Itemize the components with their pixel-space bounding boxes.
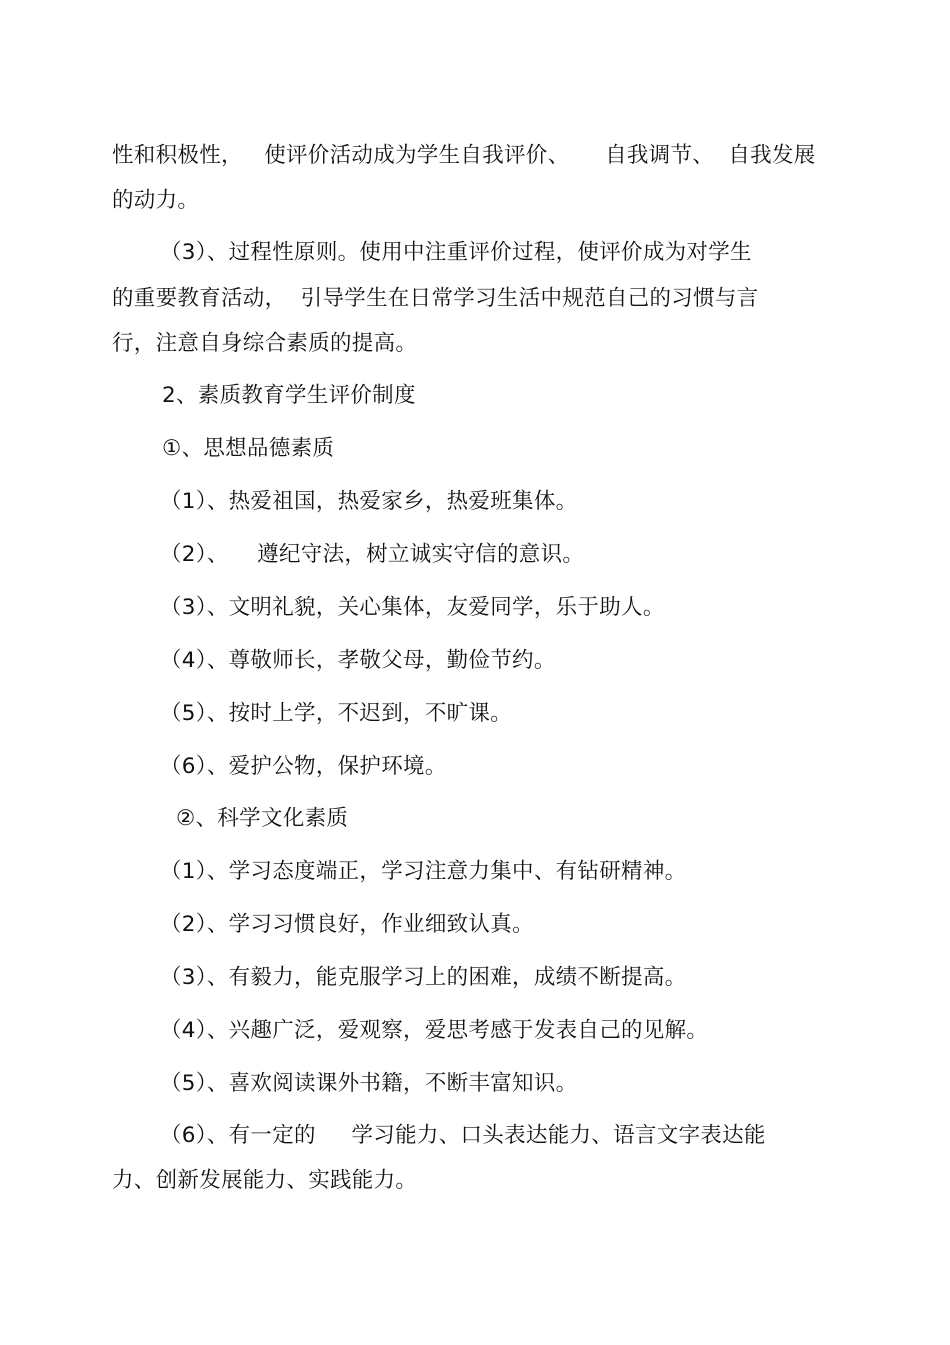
list-item: （6）、有一定的 学习能力、口头表达能力、语言文字表达能: [160, 1123, 766, 1148]
list-item: （4）、兴趣广泛，爱观察，爱思考感于发表自己的见解。: [160, 1018, 709, 1043]
paragraph-line-2: 的动力。: [112, 188, 200, 213]
section-heading: 2、素质教育学生评价制度: [162, 383, 416, 408]
subsection-heading-2: ②、科学文化素质: [176, 806, 349, 831]
list-item-continuation: 力、创新发展能力、实践能力。: [112, 1168, 418, 1193]
list-item: （6）、爱护公物，保护环境。: [160, 754, 447, 779]
list-item: （2）、学习习惯良好，作业细致认真。: [160, 912, 534, 937]
paragraph-line-5: 行，注意自身综合素质的提高。: [112, 331, 418, 356]
list-item: （1）、学习态度端正，学习注意力集中、有钻研精神。: [160, 859, 687, 884]
list-item: （1）、热爱祖国，热爱家乡，热爱班集体。: [160, 489, 578, 514]
paragraph-line-1: 性和积极性， 使评价活动成为学生自我评价、 自我调节、 自我发展: [112, 143, 816, 168]
paragraph-line-4: 的重要教育活动， 引导学生在日常学习生活中规范自己的习惯与言: [112, 286, 759, 311]
list-item: （5）、喜欢阅读课外书籍，不断丰富知识。: [160, 1071, 578, 1096]
list-item: （3）、有毅力，能克服学习上的困难，成绩不断提高。: [160, 965, 687, 990]
list-item: （4）、尊敬师长，孝敬父母，勤俭节约。: [160, 648, 556, 673]
list-item: （3）、文明礼貌，关心集体，友爱同学，乐于助人。: [160, 595, 665, 620]
list-item: （5）、按时上学，不迟到，不旷课。: [160, 701, 513, 726]
subsection-heading-1: ①、思想品德素质: [162, 436, 335, 461]
list-item: （2）、 遵纪守法，树立诚实守信的意识。: [160, 542, 585, 567]
paragraph-line-3: （3）、过程性原则。使用中注重评价过程，使评价成为对学生: [160, 240, 752, 265]
